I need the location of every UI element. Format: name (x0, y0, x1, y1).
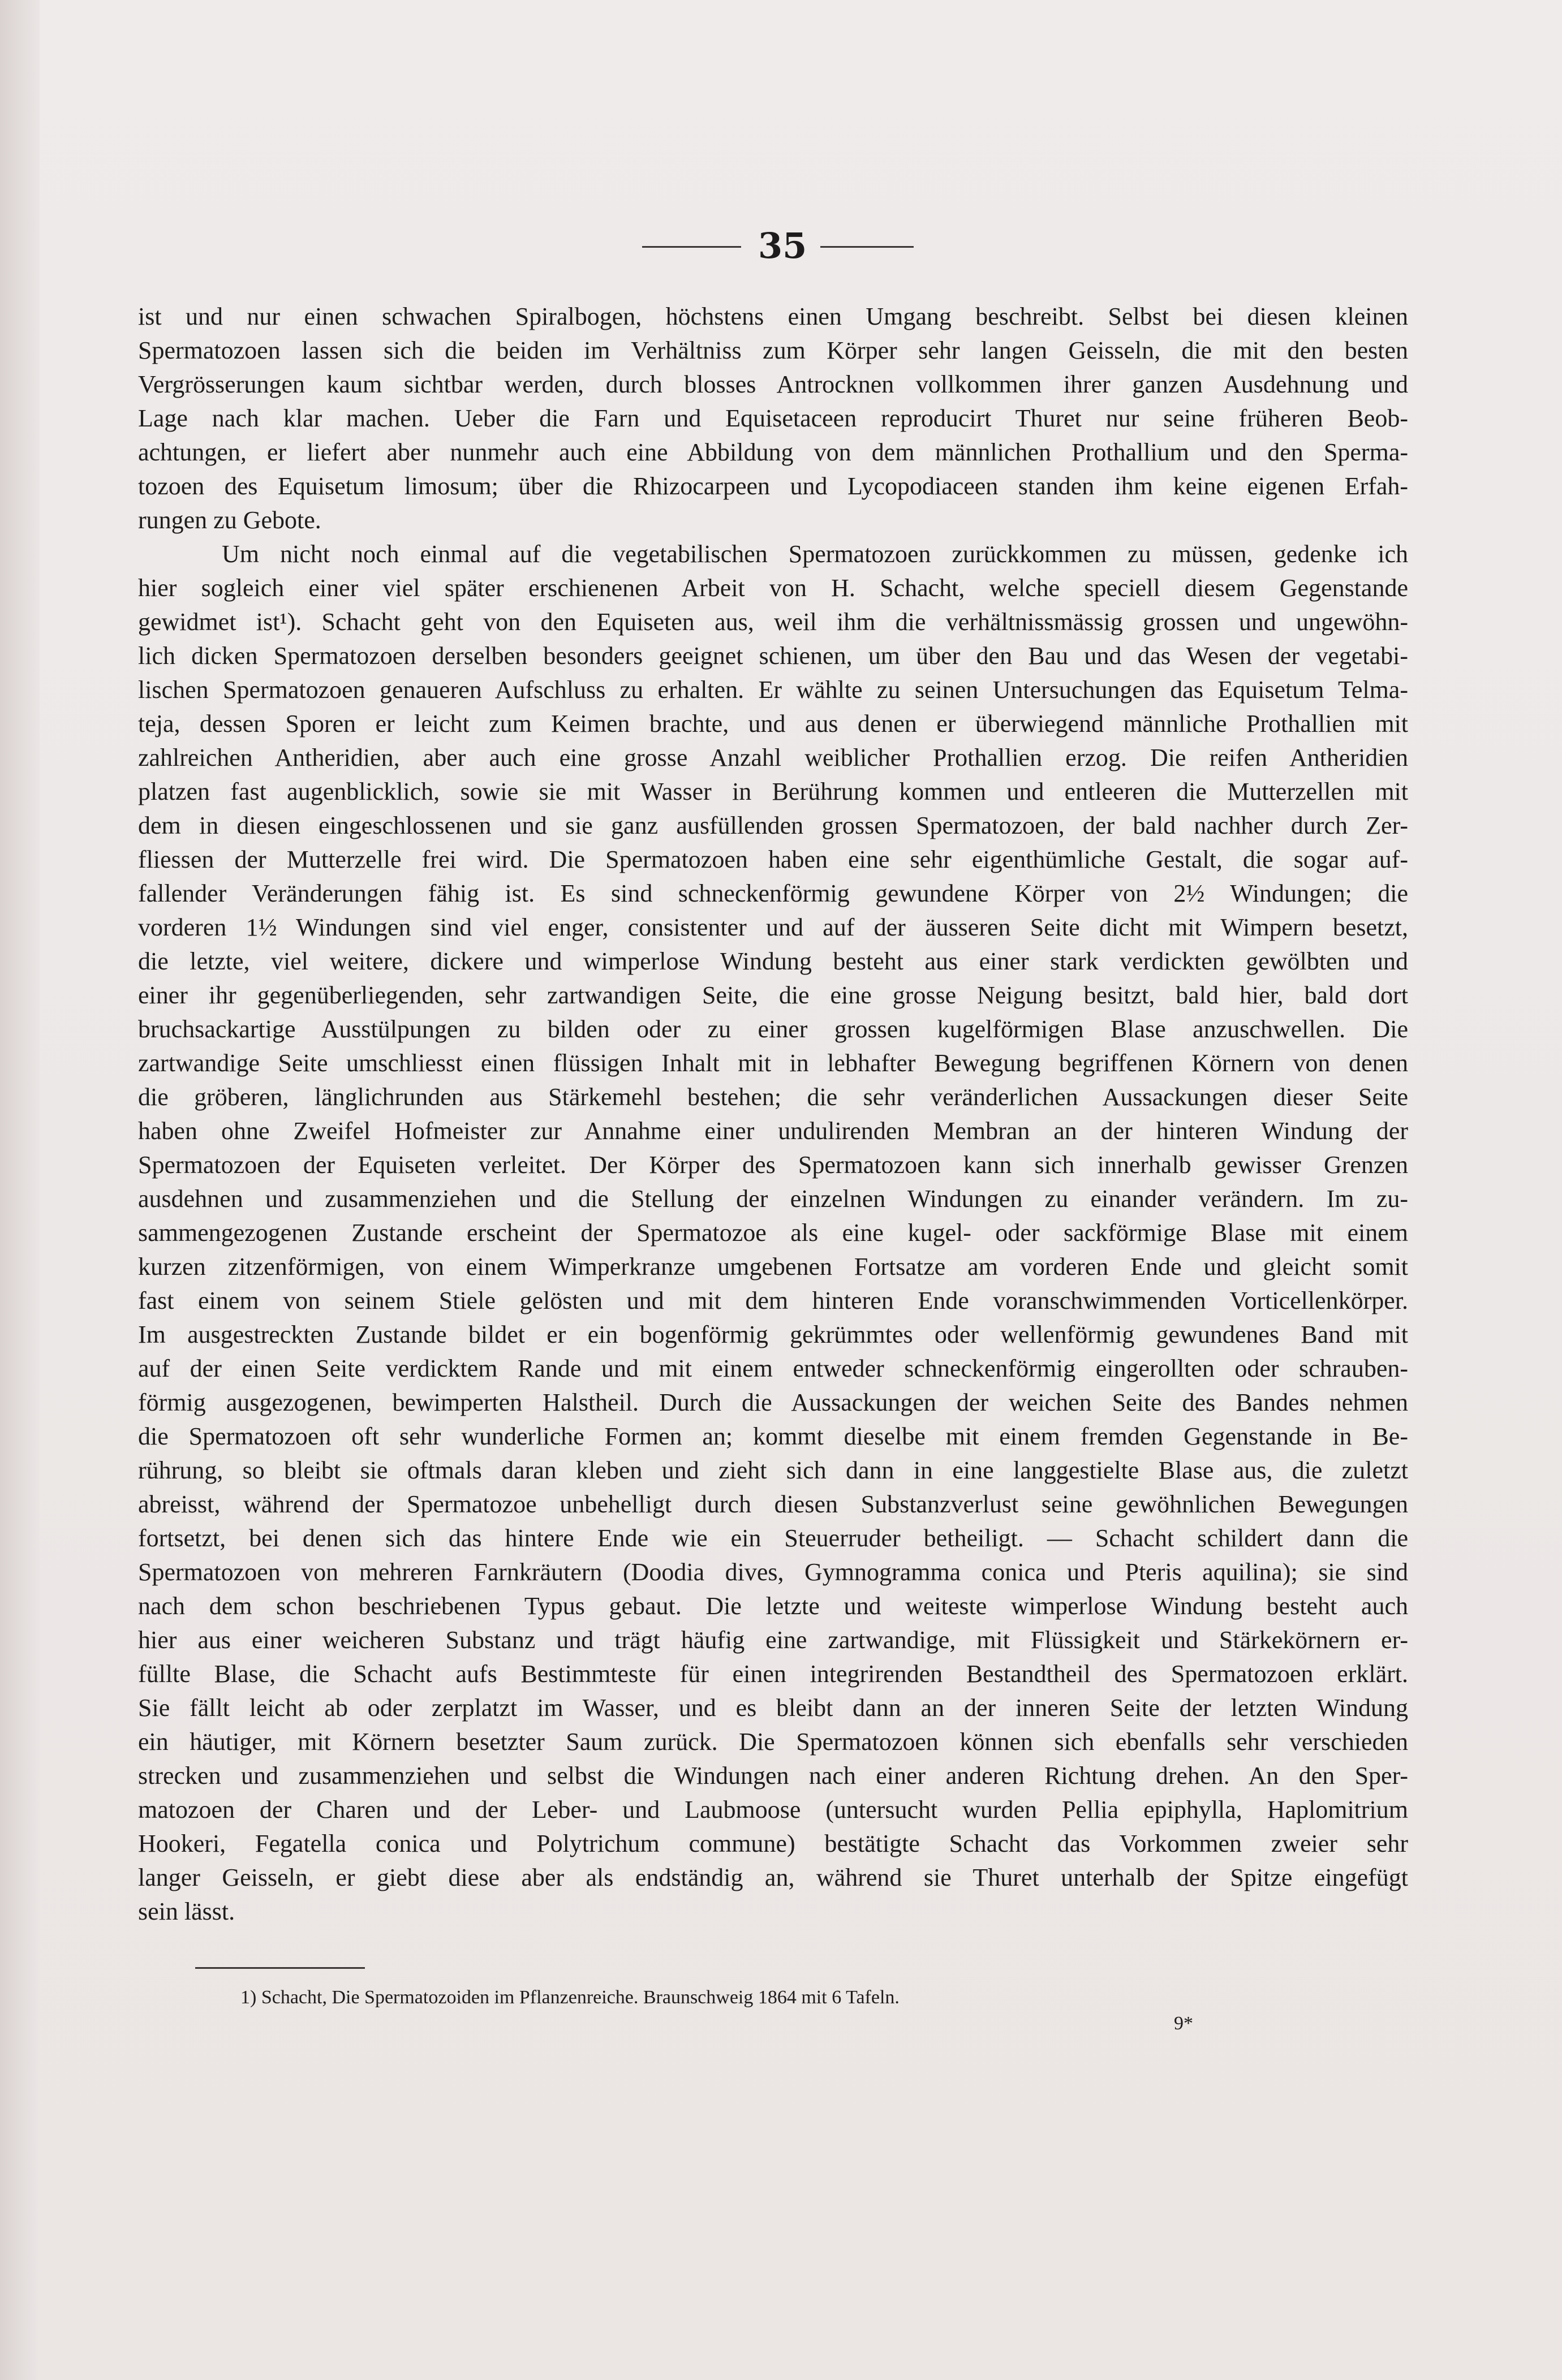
text-line: füllte Blase, die Schacht aufs Bestimmteste für einen integrirenden Bestandtheil des Spermatozoen erklärt. (138, 1660, 1408, 1688)
text-line: ist und nur einen schwachen Spiralbogen, höchstens einen Umgang beschreibt. Selbst bei diesen kleinen (138, 303, 1408, 330)
text-line: die letzte, viel weitere, dickere und wimperlose Windung besteht aus einer stark verdickten gewölbten und (138, 947, 1408, 975)
text-line: Hookeri, Fegatella conica und Polytrichum commune) bestätigte Schacht das Vorkommen zweier sehr (138, 1830, 1408, 1857)
text-line: Sie fällt leicht ab oder zerplatzt im Wasser, und es bleibt dann an der inneren Seite der letzten Windung (138, 1694, 1408, 1722)
text-line: Spermatozoen der Equiseten verleitet. Der Körper des Spermatozoen kann sich innerhalb gewisser Grenzen (138, 1151, 1408, 1179)
footnote-rule (195, 1967, 365, 1969)
text-line: ausdehnen und zusammenziehen und die Stellung der einzelnen Windungen zu einander verändern. Im zu- (138, 1185, 1408, 1213)
text-line: kurzen zitzenförmigen, von einem Wimperkranze umgebenen Fortsatze am vorderen Ende und gleicht somit (138, 1253, 1408, 1280)
text-line: die gröberen, länglichrunden aus Stärkemehl bestehen; die sehr veränderlichen Aussackungen dieser Seite (138, 1083, 1408, 1111)
text-line: bruchsackartige Ausstülpungen zu bilden oder zu einer grossen kugelförmigen Blase anzuschwellen. Die (138, 1015, 1408, 1043)
text-line: zartwandige Seite umschliesst einen flüssigen Inhalt mit in lebhafter Bewegung begriffenen Körnern von denen (138, 1049, 1408, 1077)
body-text (138, 300, 1408, 1929)
text-line: achtungen, er liefert aber nunmehr auch eine Abbildung von dem männlichen Prothallium und den Sperma- (138, 438, 1408, 466)
text-line: platzen fast augenblicklich, sowie sie mit Wasser in Berührung kommen und entleeren die Mutterzellen mit (138, 778, 1408, 805)
text-line: Um nicht noch einmal auf die vegetabilischen Spermatozoen zurückkommen zu müssen, gedenke ich (222, 540, 1408, 568)
signature-mark: 9* (1174, 2013, 1193, 2034)
text-line: abreisst, während der Spermatozoe unbehelligt durch diesen Substanzverlust seine gewöhnlichen Bewegungen (138, 1490, 1408, 1518)
text-line: sammengezogenen Zustande erscheint der Spermatozoe als eine kugel- oder sackförmige Blase mit einem (138, 1219, 1408, 1247)
text-line: sein lässt. (138, 1898, 235, 1925)
text-line: teja, dessen Sporen er leicht zum Keimen brachte, und aus denen er überwiegend männliche Prothallien mit (138, 710, 1408, 738)
text-line: gewidmet ist¹). Schacht geht von den Equiseten aus, weil ihm die verhältnissmässig grossen und ungewöhn- (138, 608, 1408, 636)
footnote: 1) Schacht, Die Spermatozoiden im Pflanzenreiche. Braunschweig 1864 mit 6 Tafeln. (240, 1987, 900, 2008)
text-line: fliessen der Mutterzelle frei wird. Die Spermatozoen haben eine sehr eigenthümliche Gestalt, die sogar auf- (138, 846, 1408, 873)
page-number: 35 (758, 225, 807, 266)
paragraph (138, 537, 1408, 1929)
text-line: hier aus einer weicheren Substanz und trägt häufig eine zartwandige, mit Flüssigkeit und Stärkekörnern er- (138, 1626, 1408, 1654)
text-line: langer Geisseln, er giebt diese aber als endständig an, während sie Thuret unterhalb der Spitze eingefügt (138, 1864, 1408, 1891)
header-rule-left (642, 246, 741, 248)
text-line: lischen Spermatozoen genaueren Aufschluss zu erhalten. Er wählte zu seinen Untersuchungen das Equisetum Telma- (138, 676, 1408, 704)
text-line: lich dicken Spermatozoen derselben besonders geeignet schienen, um über den Bau und das Wesen der vegetabi- (138, 642, 1408, 670)
text-line: auf der einen Seite verdicktem Rande und mit einem entweder schneckenförmig eingerollten oder schrauben- (138, 1355, 1408, 1382)
text-line: nach dem schon beschriebenen Typus gebaut. Die letzte und weiteste wimperlose Windung besteht auch (138, 1592, 1408, 1620)
text-line: Spermatozoen von mehreren Farnkräutern (Doodia dives, Gymnogramma conica und Pteris aquilina); sie sind (138, 1558, 1408, 1586)
text-line: Lage nach klar machen. Ueber die Farn und Equisetaceen reproducirt Thuret nur seine früheren Beob- (138, 404, 1408, 432)
text-line: rungen zu Gebote. (138, 506, 321, 534)
text-line: fortsetzt, bei denen sich das hintere Ende wie ein Steuerruder betheiligt. — Schacht schildert dann die (138, 1524, 1408, 1552)
text-line: förmig ausgezogenen, bewimperten Halstheil. Durch die Aussackungen der weichen Seite des Bandes nehmen (138, 1389, 1408, 1416)
text-line: Im ausgestreckten Zustande bildet er ein bogenförmig gekrümmtes oder wellenförmig gewundenes Band mit (138, 1321, 1408, 1348)
text-line: fallender Veränderungen fähig ist. Es sind schneckenförmig gewundene Körper von 2½ Windungen; die (138, 879, 1408, 907)
text-line: Spermatozoen lassen sich die beiden im Verhältniss zum Körper sehr langen Geisseln, die mit den besten (138, 337, 1408, 364)
text-line: Vergrösserungen kaum sichtbar werden, durch blosses Antrocknen vollkommen ihrer ganzen Ausdehnung und (138, 370, 1408, 398)
text-line: die Spermatozoen oft sehr wunderliche Formen an; kommt dieselbe mit einem fremden Gegenstande in Be- (138, 1422, 1408, 1450)
text-line: einer ihr gegenüberliegenden, sehr zartwandigen Seite, die eine grosse Neigung besitzt, bald hier, bald dort (138, 981, 1408, 1009)
text-line: zahlreichen Antheridien, aber auch eine grosse Anzahl weiblicher Prothallien erzog. Die reifen Antheridien (138, 744, 1408, 771)
text-line: haben ohne Zweifel Hofmeister zur Annahme einer undulirenden Membran an der hinteren Windung der (138, 1117, 1408, 1145)
text-line: rührung, so bleibt sie oftmals daran kleben und zieht sich dann in eine langgestielte Blase aus, die zuletzt (138, 1456, 1408, 1484)
text-line: hier sogleich einer viel später erschienenen Arbeit von H. Schacht, welche speciell diesem Gegenstande (138, 574, 1408, 602)
text-line: fast einem von seinem Stiele gelösten und mit dem hinteren Ende voranschwimmenden Vorticellenkörper. (138, 1287, 1408, 1314)
text-line: matozoen der Charen und der Leber- und Laubmoose (untersucht wurden Pellia epiphylla, Haplomitrium (138, 1796, 1408, 1823)
text-line: dem in diesen eingeschlossenen und sie ganz ausfüllenden grossen Spermatozoen, der bald nachher durch Zer- (138, 812, 1408, 839)
page-header (634, 223, 928, 269)
text-line: vorderen 1½ Windungen sind viel enger, consistenter und auf der äusseren Seite dicht mit Wimpern besetzt, (138, 913, 1408, 941)
text-line: ein häutiger, mit Körnern besetzter Saum zurück. Die Spermatozoen können sich ebenfalls sehr verschieden (138, 1728, 1408, 1756)
page-edge-shadow (0, 0, 40, 2380)
paragraph (138, 300, 1408, 537)
text-line: strecken und zusammenziehen und selbst die Windungen nach einer anderen Richtung drehen. An den Sper- (138, 1762, 1408, 1790)
header-rule-right (820, 246, 914, 248)
text-line: tozoen des Equisetum limosum; über die Rhizocarpeen und Lycopodiaceen standen ihm keine eigenen Erfah- (138, 472, 1408, 500)
